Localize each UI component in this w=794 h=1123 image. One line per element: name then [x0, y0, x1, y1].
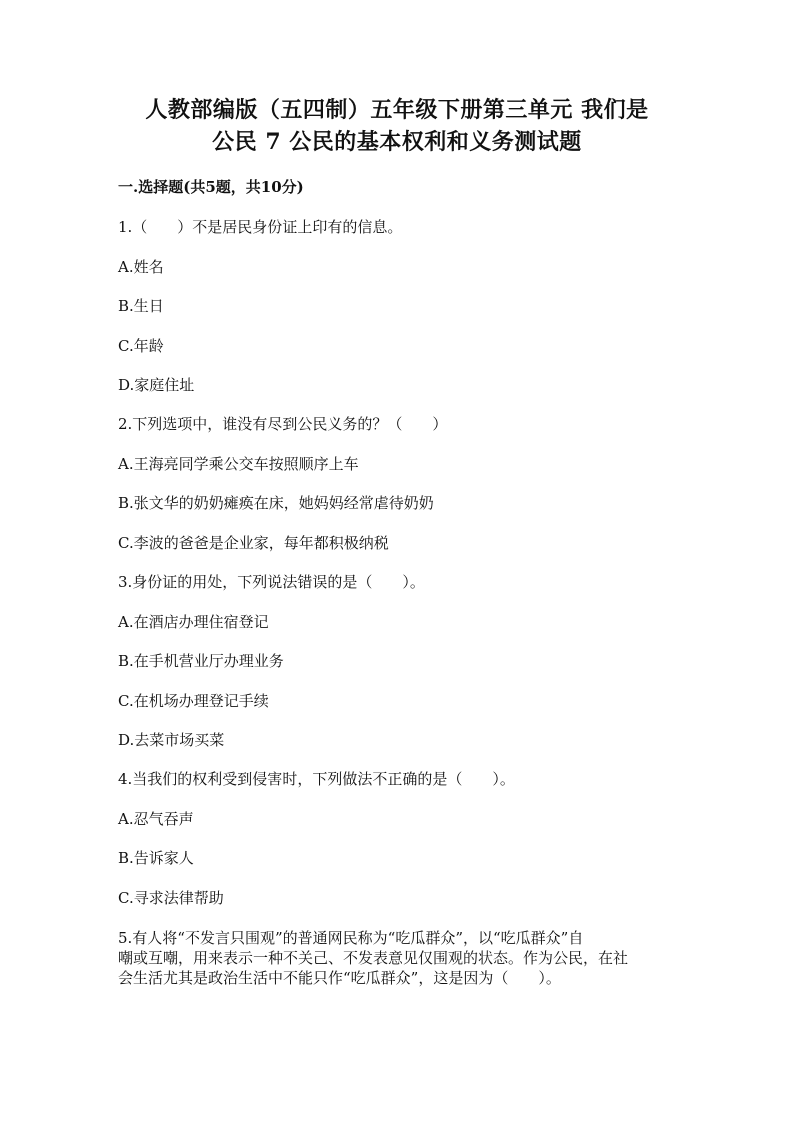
question-4-option-c: C.寻求法律帮助 [118, 889, 224, 907]
question-3-option-d: D.去菜市场买菜 [118, 731, 225, 749]
question-4-option-b: B.告诉家人 [118, 849, 194, 867]
question-3-option-c: C.在机场办理登记手续 [118, 692, 269, 710]
question-4-stem: 4.当我们的权利受到侵害时，下列做法不正确的是（ ）。 [118, 770, 515, 788]
question-3-option-a: A.在酒店办理住宿登记 [118, 613, 269, 631]
question-2-option-a: A.王海亮同学乘公交车按照顺序上车 [118, 455, 359, 473]
question-1-option-a: A.姓名 [118, 258, 164, 276]
document-title [60, 94, 734, 158]
question-2-option-c: C.李波的爸爸是企业家，每年都积极纳税 [118, 534, 389, 552]
question-3-option-b: B.在手机营业厅办理业务 [118, 652, 284, 670]
question-4-option-a: A.忍气吞声 [118, 810, 194, 828]
question-5-line-3: 会生活尤其是政治生活中不能只作“吃瓜群众”，这是因为（ ）。 [118, 969, 561, 987]
question-2-option-b: B.张文华的奶奶瘫痪在床，她妈妈经常虐待奶奶 [118, 494, 434, 512]
question-2-stem: 2.下列选项中，谁没有尽到公民义务的？（ ） [118, 415, 448, 433]
question-1-option-b: B.生日 [118, 297, 164, 315]
question-1-stem: 1.（ ）不是居民身份证上印有的信息。 [118, 218, 403, 236]
question-5-stem [118, 928, 678, 988]
title-line-2: 公民 7 公民的基本权利和义务测试题 [212, 129, 582, 155]
question-1-option-d: D.家庭住址 [118, 376, 195, 394]
question-1-option-c: C.年龄 [118, 337, 164, 355]
question-3-stem: 3.身份证的用处，下列说法错误的是（ ）。 [118, 573, 425, 591]
section-heading: 一.选择题(共5题，共10分) [118, 178, 304, 196]
title-line-1: 人教部编版（五四制）五年级下册第三单元 我们是 [145, 97, 649, 123]
question-5-line-1: 5.有人将“不发言只围观”的普通网民称为“吃瓜群众”，以“吃瓜群众”自 [118, 929, 584, 947]
question-5-line-2: 嘲或互嘲，用来表示一种不关己、不发表意见仅围观的状态。作为公民，在社 [118, 949, 629, 967]
